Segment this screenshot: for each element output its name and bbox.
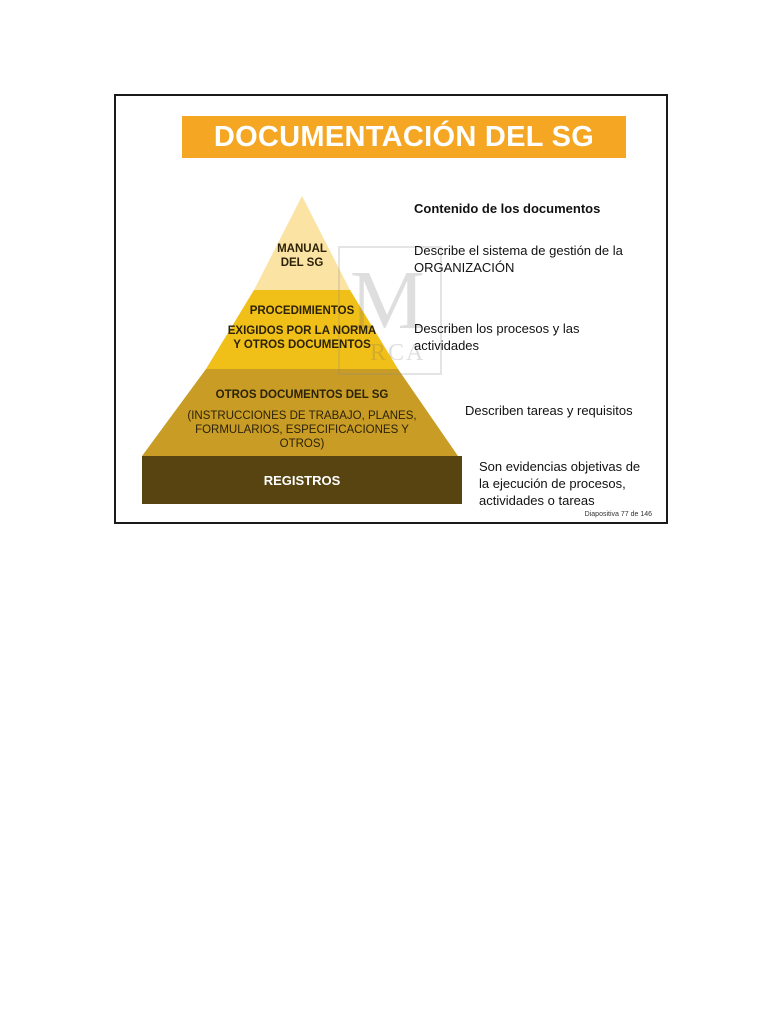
pyramid-label-registros (142, 474, 462, 488)
description-otros-documentos (465, 402, 661, 419)
pyramid-label-heading: OTROS DOCUMENTOS DEL SG (215, 389, 389, 401)
description-line: actividades o tareas (479, 493, 595, 508)
pyramid-label-procedimientos (202, 304, 402, 352)
description-line: Describe el sistema de gestión de la (414, 243, 623, 258)
description-line: la ejecución de procesos, (479, 476, 626, 491)
description-line: ORGANIZACIÓN (414, 260, 515, 275)
slide-footer: Diapositiva 77 de 146 (584, 511, 652, 518)
description-line: Son evidencias objetivas de (479, 459, 641, 474)
pyramid-label-line: REGISTROS (263, 473, 341, 488)
pyramid-label-line: EXIGIDOS POR LA NORMA (227, 325, 377, 337)
pyramid-label-line: DEL SG (280, 257, 324, 269)
pyramid-label-line: OTROS) (279, 438, 325, 450)
pyramid-label-line: PROCEDIMIENTOS (249, 305, 355, 317)
description-procedimientos (414, 320, 660, 354)
pyramid-label-line: Y OTROS DOCUMENTOS (233, 339, 371, 351)
pyramid-label-otros-documentos (162, 388, 442, 451)
description-line: Describen los procesos y las (414, 321, 580, 336)
description-registros (479, 458, 661, 509)
slide (114, 94, 668, 524)
pyramid-label-line: (INSTRUCCIONES DE TRABAJO, PLANES, (187, 410, 417, 422)
watermark-letter: M (350, 254, 425, 347)
description-manual (414, 242, 660, 276)
description-line: Describen tareas y requisitos (465, 403, 633, 418)
pyramid-label-manual (252, 242, 352, 270)
description-line: actividades (414, 338, 480, 353)
watermark-subtext: RCA (370, 340, 426, 366)
descriptions-header: Contenido de los documentos (414, 201, 601, 216)
slide-title: DOCUMENTACIÓN DEL SG (213, 120, 595, 153)
pyramid-label-line: FORMULARIOS, ESPECIFICACIONES Y (195, 424, 409, 436)
pyramid-label-line: MANUAL (277, 243, 327, 255)
